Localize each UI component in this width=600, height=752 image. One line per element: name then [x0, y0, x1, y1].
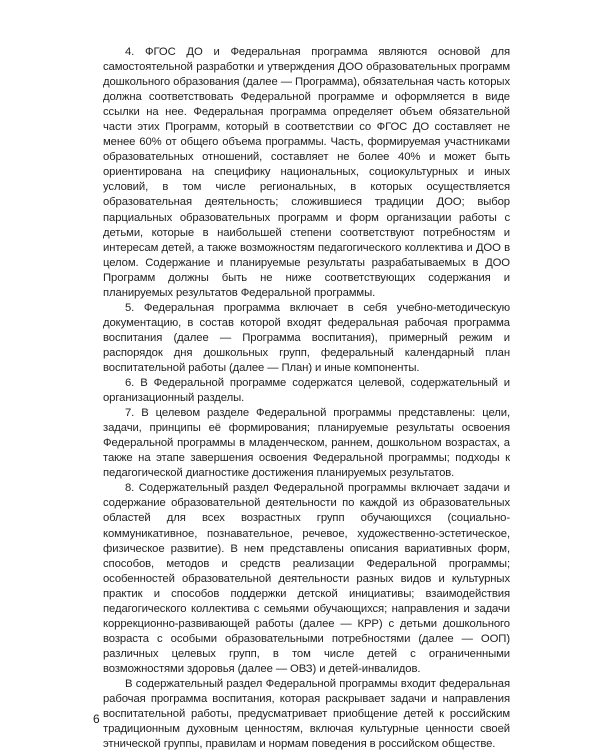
paragraph-8-content-section: 8. Содержательный раздел Федеральной программы включает задачи и содержание образовательной деятельности по каждой из образовательных областей для всех возрастных групп обучающихся (социально-коммуникативное, познавательное, речевое, художественно-эстетическое, физическое развитие). В нем представлены описания вариативных форм, способов, методов и средств реализации Федеральной программы; особенностей образовательной деятельности разных видов и культурных практик и способов поддержки детской инициативы; взаимодействия педагогического коллектива с семьями обучающихся; направления и задачи коррекционно-развивающей работы (далее — КРР) с детьми дошкольного возраста с особыми образовательными потребностями (далее — ООП) различных целевых групп, в том числе детей с ограниченными возможностями здоровья (далее — ОВЗ) и детей-инвалидов. [103, 482, 510, 675]
paragraph-6-program-sections: 6. В Федеральной программе содержатся целевой, содержательный и организационный разделы. [103, 377, 510, 405]
page-number: 6 [93, 712, 100, 726]
document-body [103, 45, 510, 752]
paragraph-7-target-section: 7. В целевом разделе Федеральной программы представлены: цели, задачи, принципы её формирования; планируемые результаты освоения Федеральной программы в младенческом, раннем, дошкольном возрастах, а также на этапе завершения освоения Федеральной программы; подходы к педагогической диагностике достижения планируемых результатов. [103, 407, 510, 480]
paragraph-5-program-composition: 5. Федеральная программа включает в себя учебно-методическую документацию, в состав которой входят федеральная рабочая программа воспитания (далее — Программа воспитания), примерный режим и распорядок дня дошкольных групп, федеральный календарный план воспитательной работы (далее — План) и иные компоненты. [103, 301, 510, 374]
paragraph-4-basis-for-programs: 4. ФГОС ДО и Федеральная программа являются основой для самостоятельной разработки и утверждения ДОО образовательных программ дошкольного образования (далее — Программа), обязательная часть которых должна соответствовать Федеральной программе и оформляется в виде ссылки на нее. Федеральная программа определяет объем обязательной части этих Программ, который в соответствии со ФГОС ДО составляет не менее 60% от общего объема программы. Часть, формируемая участниками образовательных отношений, составляет не более 40% и может быть ориентирована на специфику национальных, социокультурных и иных условий, в том числе региональных, в которых осуществляется образовательная деятельность; сложившиеся традиции ДОО; выбор парциальных образовательных программ и форм организации работы с детьми, которые в наибольшей степени соответствуют потребностям и интересам детей, а также возможностям педагогического коллектива и ДОО в целом. Содержание и планируемые результаты разрабатываемых в ДОО Программ должны быть не ниже соответствующих содержания и планируемых результатов Федеральной программы. [103, 46, 510, 299]
paragraph-upbringing-program: В содержательный раздел Федеральной программы входит федеральная рабочая программа воспитания, которая раскрывает задачи и направления воспитательной работы, предусматривает приобщение детей к российским традиционным духовным ценностям, включая культурные ценности своей этнической группы, правилам и нормам поведения в российском обществе. [103, 677, 510, 751]
